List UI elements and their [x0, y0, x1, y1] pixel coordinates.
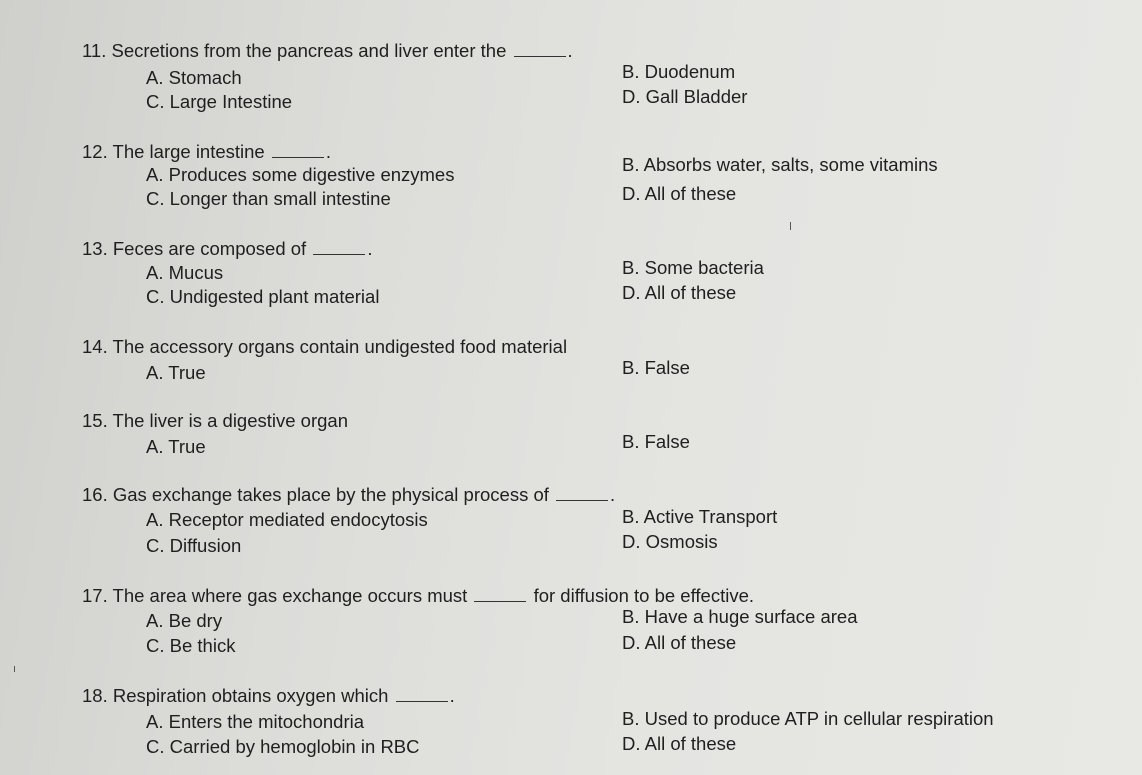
answer-blank[interactable]: [313, 240, 365, 255]
option-c[interactable]: C. Undigested plant material: [146, 286, 380, 307]
option-d[interactable]: D. All of these: [622, 632, 737, 653]
answer-blank[interactable]: [514, 42, 566, 57]
option-d[interactable]: D. All of these: [622, 733, 737, 754]
option-d[interactable]: D. Gall Bladder: [622, 86, 748, 107]
option-b[interactable]: B. Absorbs water, salts, some vitamins: [622, 154, 938, 175]
answer-blank[interactable]: [556, 486, 608, 501]
option-b[interactable]: B. Some bacteria: [622, 257, 764, 278]
option-a[interactable]: A. True: [146, 436, 206, 457]
answer-blank[interactable]: [396, 687, 448, 702]
option-b[interactable]: B. Used to produce ATP in cellular respiration: [622, 708, 994, 729]
option-a[interactable]: A. True: [146, 362, 206, 383]
option-d[interactable]: D. Osmosis: [622, 531, 718, 552]
stray-pen-mark: [790, 222, 791, 230]
option-c[interactable]: C. Diffusion: [146, 535, 242, 556]
option-b[interactable]: B. False: [622, 431, 690, 452]
option-b[interactable]: B. Have a huge surface area: [622, 606, 858, 627]
option-d[interactable]: D. All of these: [622, 282, 737, 303]
option-b[interactable]: B. Duodenum: [622, 61, 736, 82]
option-c[interactable]: C. Be thick: [146, 635, 236, 656]
option-a[interactable]: A. Mucus: [146, 262, 224, 283]
question-stem: 11. Secretions from the pancreas and liver enter the .: [82, 40, 573, 61]
question-stem: 14. The accessory organs contain undigested food material: [82, 336, 568, 357]
option-a[interactable]: A. Enters the mitochondria: [146, 711, 364, 732]
option-a[interactable]: A. Receptor mediated endocytosis: [146, 509, 428, 530]
stray-pen-mark: [14, 666, 15, 672]
option-b[interactable]: B. False: [622, 357, 690, 378]
option-d[interactable]: D. All of these: [622, 183, 737, 204]
option-c[interactable]: C. Large Intestine: [146, 91, 293, 112]
option-c[interactable]: C. Carried by hemoglobin in RBC: [146, 736, 420, 757]
answer-blank[interactable]: [474, 587, 526, 602]
question-stem: 13. Feces are composed of .: [82, 238, 373, 259]
question-stem: 16. Gas exchange takes place by the physical process of .: [82, 484, 616, 505]
answer-blank[interactable]: [272, 143, 324, 158]
option-a[interactable]: A. Be dry: [146, 610, 223, 631]
option-a[interactable]: A. Stomach: [146, 67, 242, 88]
question-stem: 18. Respiration obtains oxygen which .: [82, 685, 455, 706]
option-b[interactable]: B. Active Transport: [622, 506, 778, 527]
question-stem: 12. The large intestine .: [82, 141, 332, 162]
question-stem: 17. The area where gas exchange occurs must for diffusion to be effective.: [82, 585, 755, 606]
option-c[interactable]: C. Longer than small intestine: [146, 188, 391, 209]
option-a[interactable]: A. Produces some digestive enzymes: [146, 164, 455, 185]
question-stem: 15. The liver is a digestive organ: [82, 410, 349, 431]
